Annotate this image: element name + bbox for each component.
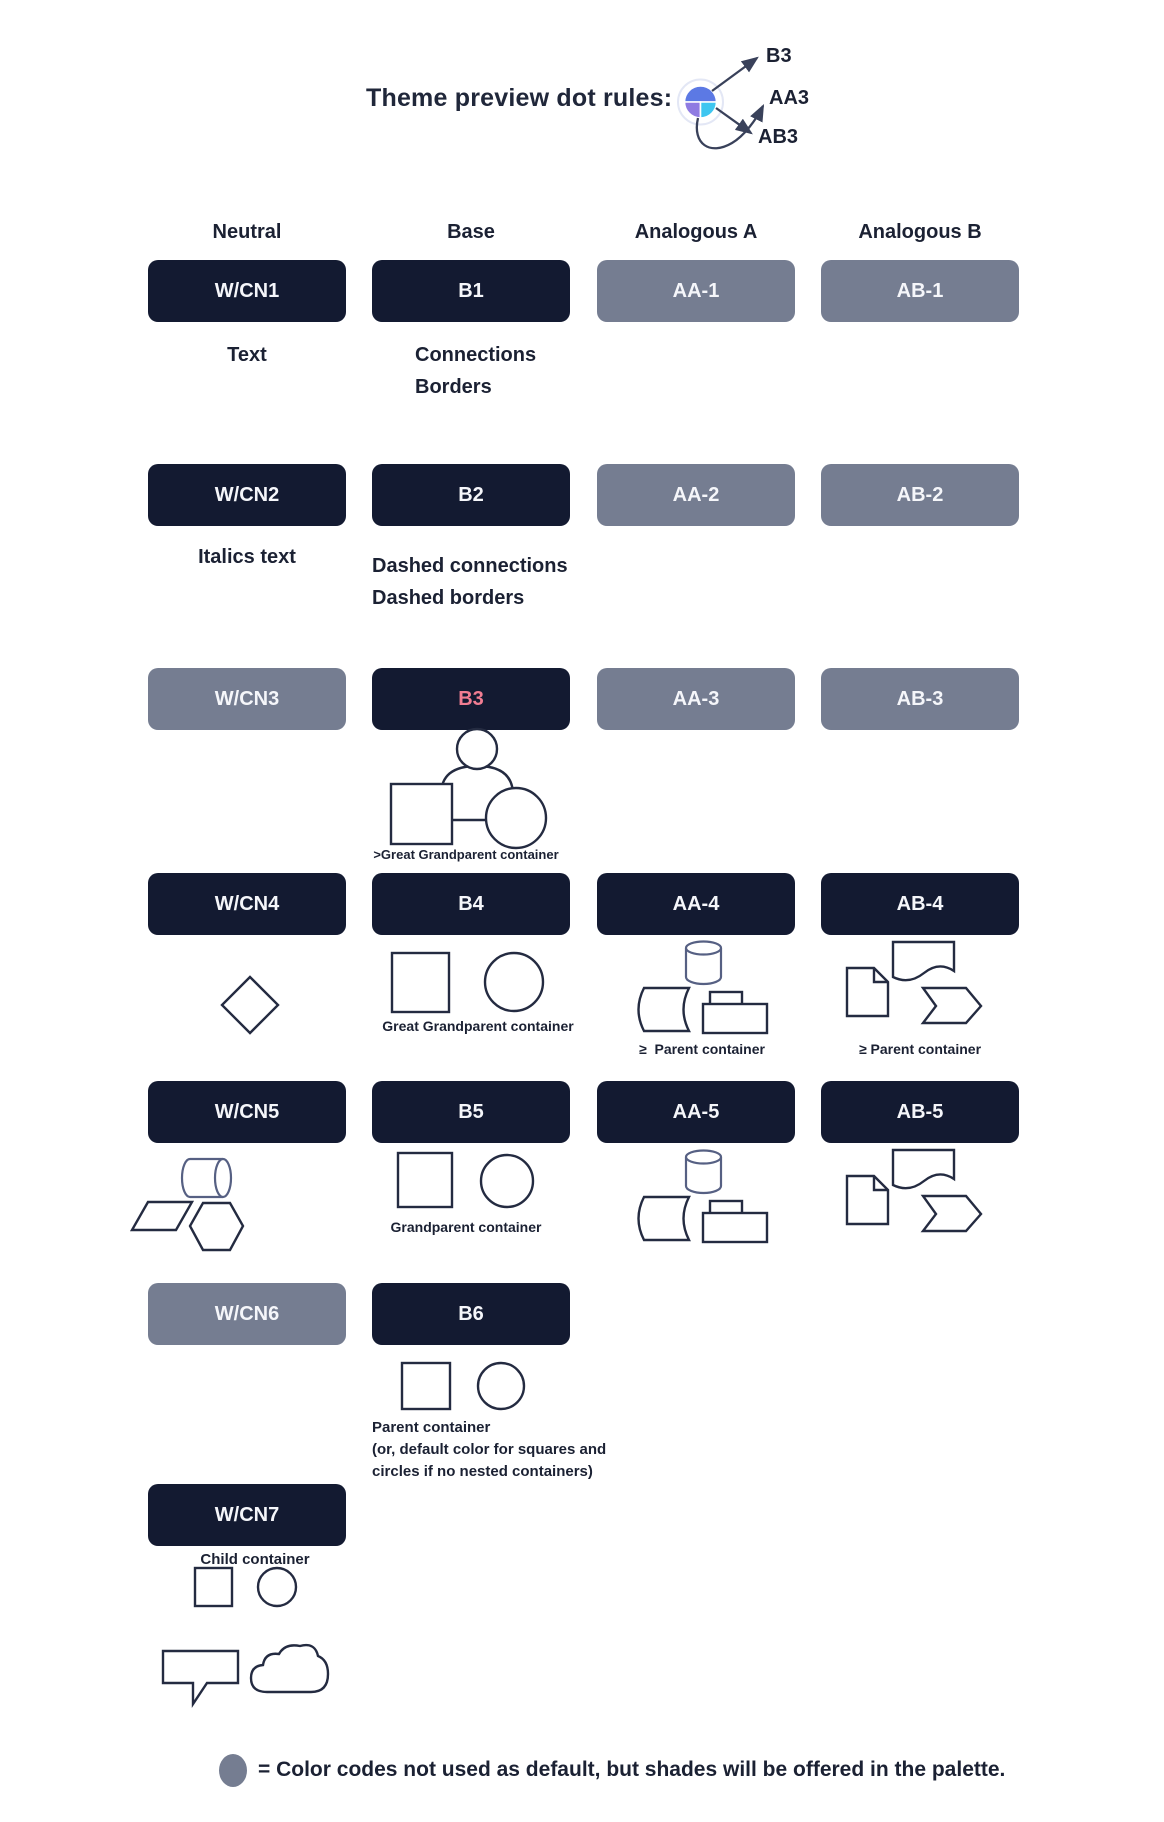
footnote-text: = Color codes not used as default, but shades will be offered in the palette. — [258, 1758, 1006, 1781]
note-parent-line1: Parent container — [372, 1419, 491, 1436]
page-fold-icon — [847, 1176, 888, 1224]
chevron-banner-icon — [923, 988, 981, 1023]
swatch-wcn2: W/CN2 — [148, 464, 346, 526]
legend-label-b3: B3 — [766, 45, 792, 67]
swatch-ab2: AB-2 — [821, 464, 1019, 526]
circle-icon — [485, 953, 543, 1011]
swatch-wcn1: W/CN1 — [148, 260, 346, 322]
column-header-analogous-a: Analogous A — [634, 221, 758, 243]
note-great-grandparent: Great Grandparent container — [382, 1018, 574, 1034]
swatch-ab3: AB-3 — [821, 668, 1019, 730]
page-title: Theme preview dot rules: — [366, 84, 673, 112]
circle-icon — [258, 1568, 296, 1606]
note-italics-text: Italics text — [198, 546, 296, 568]
circle-icon — [486, 788, 546, 848]
parallelogram-icon — [132, 1202, 192, 1230]
legend-label-aa3: AA3 — [769, 87, 810, 109]
diamond-icon — [222, 977, 278, 1033]
wcn7-shape-group — [190, 1565, 310, 1611]
swatch-b2: B2 — [372, 464, 570, 526]
swatch-b4: B4 — [372, 873, 570, 935]
folder-body-icon — [703, 1004, 767, 1033]
swatch-aa3: AA-3 — [597, 668, 795, 730]
note-dashed-borders: Dashed borders — [372, 587, 525, 609]
swatch-ab5: AB-5 — [821, 1081, 1019, 1143]
ab5-shape-group — [840, 1143, 990, 1243]
note-dashed-connections: Dashed connections — [372, 555, 568, 577]
ab4-shape-group — [840, 935, 990, 1035]
square-icon — [195, 1568, 232, 1606]
swatch-wcn7: W/CN7 — [148, 1484, 346, 1546]
note-child-container: Child container — [200, 1551, 310, 1568]
cloud-icon — [251, 1645, 328, 1692]
swatch-aa4: AA-4 — [597, 873, 795, 935]
wcn7-shape-group-2 — [155, 1638, 340, 1708]
b3-shape-group — [385, 725, 555, 855]
speech-bubble-icon — [163, 1651, 238, 1704]
column-header-neutral: Neutral — [212, 221, 282, 243]
page-fold-icon — [847, 968, 888, 1016]
column-header-base: Base — [447, 221, 495, 243]
note-parent-line3: circles if no nested containers) — [372, 1463, 593, 1480]
swatch-aa5: AA-5 — [597, 1081, 795, 1143]
swatch-wcn6: W/CN6 — [148, 1283, 346, 1345]
swatch-ab1: AB-1 — [821, 260, 1019, 322]
column-header-analogous-b: Analogous B — [858, 221, 982, 243]
swatch-wcn3: W/CN3 — [148, 668, 346, 730]
person-head-icon — [457, 729, 497, 769]
swatch-aa1: AA-1 — [597, 260, 795, 322]
circle-icon — [478, 1363, 524, 1409]
circle-icon — [481, 1155, 533, 1207]
stored-data-icon — [639, 1197, 690, 1240]
folder-body-icon — [703, 1213, 767, 1242]
note-great-grandparent-gt: >Great Grandparent container — [373, 847, 559, 862]
note-grandparent: Grandparent container — [390, 1219, 542, 1235]
gray-dot-icon — [219, 1754, 247, 1787]
theme-rules-diagram: Theme preview dot rules: B3 AA3 AB3 Neutral Base Analogous A Analogous B W/CN1 B1 AA-1 AB-1 Text Connections Borders W/CN2 B2 AA-2 AB-2 Italics text Dashed connections Dashed borders W/CN3 B3 AA-3 AB-3 >Great Grandparent container W/CN4 B4 AA-4 AB-4 Great Grandparent container ≥ Parent container ≥ Parent container W/CN5 B5 AA-5 AB-5 Grandparent container W/CN6 B6 Parent container (or, default color for squares and circles if no nested containers) W/CN7 Child container = Color codes not used as default, but shades will be offered in the palette. — [0, 0, 1164, 1822]
arrow-to-ab3 — [716, 108, 751, 133]
swatch-wcn5: W/CN5 — [148, 1081, 346, 1143]
chevron-banner-icon — [923, 1196, 981, 1231]
cylinder-top-icon — [686, 942, 721, 955]
arrow-to-aa3 — [697, 106, 763, 148]
aa5-shape-group — [625, 1144, 775, 1244]
swatch-b3: B3 — [372, 668, 570, 730]
dot-rule-arrows — [640, 28, 840, 158]
note-ge-parent-a: ≥ Parent container — [639, 1041, 765, 1057]
swatch-b1: B1 — [372, 260, 570, 322]
b6-shape-group — [395, 1360, 535, 1415]
note-parent-line2: (or, default color for squares and — [372, 1441, 607, 1458]
wcn4-shape-group — [215, 970, 285, 1040]
square-icon — [398, 1153, 452, 1207]
arrow-to-b3 — [712, 58, 757, 91]
b4-shape-group — [385, 945, 555, 1020]
square-icon — [392, 953, 449, 1012]
swatch-wcn4: W/CN4 — [148, 873, 346, 935]
b5-shape-group — [395, 1150, 545, 1212]
horizontal-cylinder-end-icon — [215, 1159, 231, 1197]
note-connections: Connections — [415, 344, 537, 366]
document-wave-icon — [893, 1150, 954, 1188]
swatch-ab4: AB-4 — [821, 873, 1019, 935]
wcn5-shape-group — [125, 1150, 260, 1260]
document-wave-icon — [893, 942, 954, 980]
note-ge-parent-b: ≥ Parent container — [858, 1041, 982, 1057]
note-borders: Borders — [415, 376, 492, 398]
swatch-b5: B5 — [372, 1081, 570, 1143]
swatch-aa2: AA-2 — [597, 464, 795, 526]
cylinder-top-icon — [686, 1151, 721, 1164]
square-icon — [402, 1363, 450, 1409]
legend-label-ab3: AB3 — [758, 126, 799, 148]
swatch-b6: B6 — [372, 1283, 570, 1345]
square-icon — [391, 784, 452, 844]
aa4-shape-group — [625, 935, 775, 1035]
stored-data-icon — [639, 988, 690, 1031]
hexagon-icon — [190, 1203, 243, 1250]
